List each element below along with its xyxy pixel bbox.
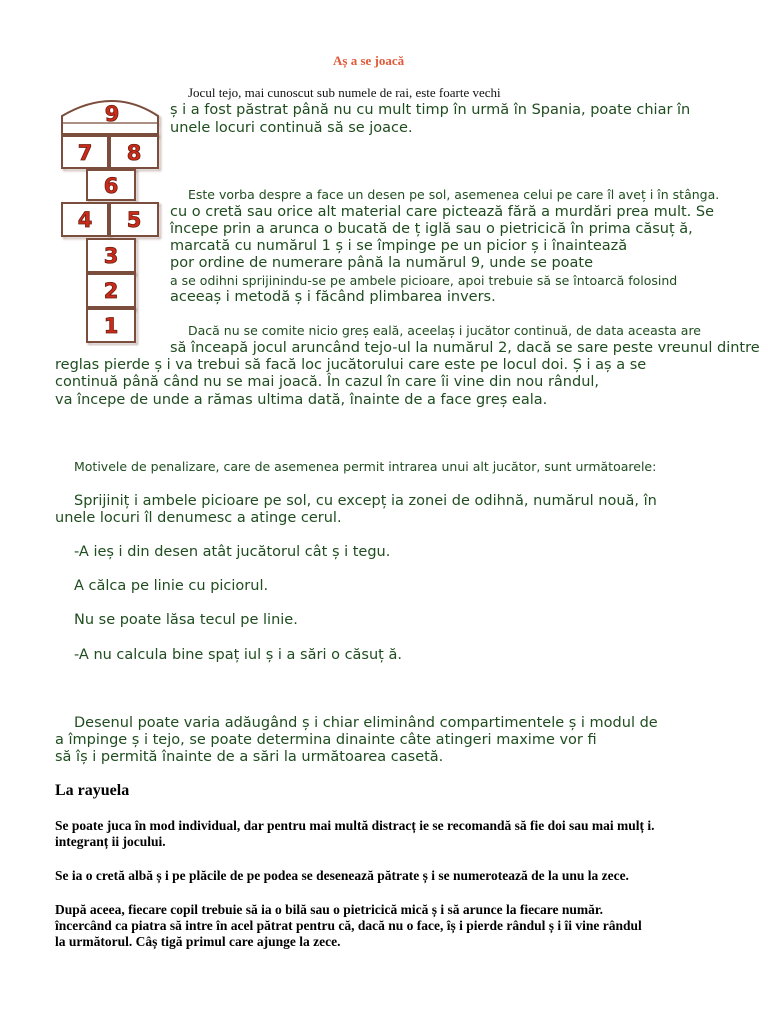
hopscotch-diagram <box>58 96 168 346</box>
hopscotch-number-2: 2 <box>103 279 119 303</box>
para2-line: a se odihni sprijinindu-se pe ambele picioare, apoi trebuie să se întoarcă folosind <box>170 273 678 288</box>
para1-line: unele locuri continuă să se joace. <box>170 120 413 136</box>
para3-line: Dacă nu se comite nicio greș eală, aceelaș i jucător continuă, de data aceasta are <box>188 323 701 338</box>
hopscotch-number-6: 6 <box>103 174 119 198</box>
hopscotch-number-7: 7 <box>77 141 93 165</box>
para4-line: să îș i permită înainte de a sări la următoarea casetă. <box>55 749 444 765</box>
para2-line: marcată cu numărul 1 ș i se împinge pe un picior ș i înaintează <box>170 238 628 254</box>
section2-p1-line: Se poate juca în mod individual, dar pentru mai multă distracț ie se recomandă să fie doi sau mai mulț i. <box>55 818 655 833</box>
hopscotch-number-3: 3 <box>103 244 119 268</box>
para1-line: ș i a fost păstrat până nu cu mult timp în urmă în Spania, poate chiar în <box>170 102 691 118</box>
hopscotch-number-9: 9 <box>104 102 120 126</box>
penalty-item: -A ieș i din desen atât jucătorul cât ș i tegu. <box>74 544 391 560</box>
section2-p2: Se ia o cretă albă ș i pe plăcile de pe podea se desenează pătrate ș i se numerotează de la unu la zece. <box>55 868 629 883</box>
para4-line: Desenul poate varia adăugând ș i chiar eliminând compartimentele ș i modul de <box>74 715 658 731</box>
page-title: Aș a se joacă <box>333 53 405 68</box>
hopscotch-number-8: 8 <box>126 141 142 165</box>
penalties-intro: Motivele de penalizare, care de asemenea permit intrarea unui alt jucător, sunt următoarele: <box>74 459 657 474</box>
para2-line: por ordine de numerare până la numărul 9, unde se poate <box>170 255 594 271</box>
hopscotch-number-1: 1 <box>103 314 119 338</box>
para1-lead: Jocul tejo, mai cunoscut sub numele de rai, este foarte vechi <box>188 85 501 100</box>
para3-line: va începe de unde a rămas ultima dată, înainte de a face greș eala. <box>55 392 548 408</box>
penalty-item: A călca pe linie cu piciorul. <box>74 578 269 594</box>
para3-line: reglas pierde ș i va trebui să facă loc jucătorului care este pe locul doi. Ș i aș a se <box>55 357 647 373</box>
penalty-item: Sprijiniț i ambele picioare pe sol, cu excepț ia zonei de odihnă, numărul nouă, în <box>74 493 657 509</box>
para2-line: cu o cretă sau orice alt material care pictează fără a murdări prea mult. Se <box>170 204 715 220</box>
hopscotch-number-4: 4 <box>77 208 93 232</box>
para2-line: Este vorba despre a face un desen pe sol, asemenea celui pe care îl aveț i în stânga. <box>188 187 720 202</box>
penalty-item: unele locuri îl denumesc a atinge cerul. <box>55 510 342 526</box>
section2-p3-line: După aceea, fiecare copil trebuie să ia o bilă sau o pietricică mică ș i să arunce la fiecare număr. <box>55 902 604 917</box>
section2-p1-line: integranț ii jocului. <box>55 834 166 849</box>
hopscotch-number-5: 5 <box>126 208 142 232</box>
para2-line: începe prin a arunca o bucată de ț iglă sau o pietricică în prima căsuț ă, <box>170 221 693 237</box>
section2-p3-line: încercând ca piatra să intre în acel pătrat pentru că, dacă nu o face, îș i pierde rândul ș i îi vine rândul <box>55 918 642 933</box>
penalty-item: Nu se poate lăsa tecul pe linie. <box>74 612 298 628</box>
section-heading: La rayuela <box>55 782 130 799</box>
penalty-item: -A nu calcula bine spaț iul ș i a sări o căsuț ă. <box>74 647 402 663</box>
para2-line: aceeaș i metodă ș i făcând plimbarea invers. <box>170 289 496 305</box>
para3-line: continuă până când nu se mai joacă. În cazul în care îi vine din nou rândul, <box>55 374 600 390</box>
para4-line: a împinge ș i tejo, se poate determina dinainte câte atingeri maxime vor fi <box>55 732 597 748</box>
section2-p3-line: la următorul. Câș tigă primul care ajunge la zece. <box>55 934 341 949</box>
para3-line: să înceapă jocul aruncând tejo-ul la numărul 2, dacă se sare peste vreunul dintre <box>170 340 760 356</box>
